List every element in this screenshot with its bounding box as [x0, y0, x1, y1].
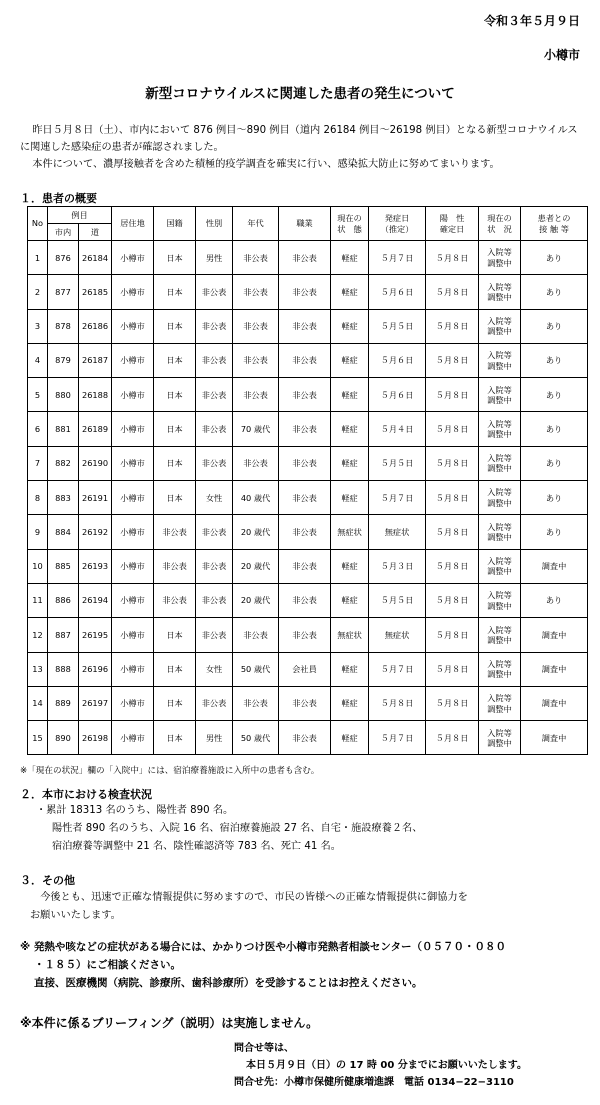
- cell-condition: 軽症: [331, 343, 369, 377]
- cell-city-case: 886: [48, 583, 79, 617]
- cell-contact: あり: [521, 583, 588, 617]
- consultation-warning: [20, 938, 590, 992]
- cell-age: 非公表: [233, 378, 279, 412]
- cell-status: [479, 618, 521, 652]
- cell-pref-case: 26189: [79, 412, 112, 446]
- cell-age: 非公表: [233, 618, 279, 652]
- header-gender: 性別: [196, 207, 233, 241]
- page-title: 新型コロナウイルスに関連した患者の発生について: [145, 86, 455, 102]
- cell-gender: 非公表: [196, 618, 233, 652]
- cell-onset: ５月６日: [369, 343, 426, 377]
- cell-nationality: 日本: [154, 618, 196, 652]
- cell-status-line1: 入院等: [487, 315, 512, 326]
- header-positive: [426, 207, 479, 241]
- cell-occupation: 非公表: [279, 515, 331, 549]
- cell-positive: ５月８日: [426, 275, 479, 309]
- cell-pref-case: 26186: [79, 309, 112, 343]
- cell-no: 5: [28, 378, 48, 412]
- cell-positive: ５月８日: [426, 378, 479, 412]
- cell-contact: あり: [521, 446, 588, 480]
- cell-status: [479, 412, 521, 446]
- cell-city-case: 889: [48, 686, 79, 720]
- cell-residence: 小樽市: [112, 652, 154, 686]
- cell-contact: あり: [521, 515, 588, 549]
- cell-occupation: 非公表: [279, 412, 331, 446]
- cell-city-case: 878: [48, 309, 79, 343]
- cell-contact: あり: [521, 343, 588, 377]
- table-row: [28, 343, 588, 377]
- cell-city-case: 877: [48, 275, 79, 309]
- cell-pref-case: 26187: [79, 343, 112, 377]
- cell-pref-case: 26192: [79, 515, 112, 549]
- cell-contact: 調査中: [521, 686, 588, 720]
- cell-age: 70 歳代: [233, 412, 279, 446]
- cell-positive: ５月８日: [426, 721, 479, 755]
- cell-pref-case: 26188: [79, 378, 112, 412]
- cell-no: 13: [28, 652, 48, 686]
- intro-paragraph-1: 昨日５月８日（土）、市内において 876 例目〜890 例目（道内 26184 例目〜26198 例目）となる新型コロナウイルスに関連した感染症の患者が確認されました。: [20, 125, 578, 153]
- cell-positive: ５月８日: [426, 618, 479, 652]
- cell-gender: 男性: [196, 241, 233, 275]
- header-contact-line2: 接 触 等: [539, 223, 569, 234]
- cell-onset: ５月５日: [369, 583, 426, 617]
- cell-status: [479, 378, 521, 412]
- cell-contact: 調査中: [521, 652, 588, 686]
- contact-info: [234, 1040, 527, 1091]
- cell-no: 1: [28, 241, 48, 275]
- cell-age: 50 歳代: [233, 721, 279, 755]
- cell-pref-case: 26196: [79, 652, 112, 686]
- cell-city-case: 885: [48, 549, 79, 583]
- table-row: [28, 515, 588, 549]
- cell-nationality: 非公表: [154, 583, 196, 617]
- cell-no: 11: [28, 583, 48, 617]
- header-contact-line1: 患者との: [537, 213, 571, 224]
- cell-status-line1: 入院等: [487, 521, 512, 532]
- other-text: [30, 889, 570, 925]
- cell-gender: 女性: [196, 481, 233, 515]
- cell-residence: 小樽市: [112, 583, 154, 617]
- header-condition: [331, 207, 369, 241]
- cell-nationality: 非公表: [154, 549, 196, 583]
- cell-status-line2: 調整中: [487, 634, 512, 645]
- cell-status-line2: 調整中: [487, 360, 512, 371]
- warning-line-3: 直接、医療機関（病院、診療所、歯科診療所）を受診することはお控えください。: [34, 977, 423, 989]
- cell-status: [479, 309, 521, 343]
- cell-status-line1: 入院等: [487, 281, 512, 292]
- section-1-heading: １．患者の概要: [20, 192, 97, 205]
- cell-occupation: 非公表: [279, 241, 331, 275]
- intro-text: [20, 122, 586, 173]
- cell-residence: 小樽市: [112, 378, 154, 412]
- warning-line-2: ・１８５）にご相談ください。: [34, 959, 181, 971]
- cell-positive: ５月８日: [426, 481, 479, 515]
- cell-age: 非公表: [233, 343, 279, 377]
- other-line-1: 今後とも、迅速で正確な情報提供に努めますので、市民の皆様への正確な情報提供に御協力を: [40, 892, 468, 903]
- cell-condition: 軽症: [331, 446, 369, 480]
- header-pref-case: 道: [79, 224, 112, 241]
- testing-line-1: ・累計 18313 名のうち、陽性者 890 名。: [36, 805, 234, 816]
- table-row: [28, 275, 588, 309]
- header-status-line1: 現在の: [487, 213, 512, 224]
- cell-status-line1: 入院等: [487, 453, 512, 464]
- cell-no: 6: [28, 412, 48, 446]
- cell-residence: 小樽市: [112, 515, 154, 549]
- table-row: [28, 378, 588, 412]
- header-nationality: 国籍: [154, 207, 196, 241]
- cell-condition: 軽症: [331, 549, 369, 583]
- contact-line-1: 問合せ等は、: [234, 1043, 294, 1054]
- cell-positive: ５月８日: [426, 515, 479, 549]
- other-line-2: お願いいたします。: [30, 910, 121, 921]
- cell-condition: 軽症: [331, 721, 369, 755]
- cell-onset: ５月６日: [369, 275, 426, 309]
- table-header: [28, 207, 588, 241]
- header-positive-line1: 陽 性: [439, 213, 465, 224]
- cell-positive: ５月８日: [426, 446, 479, 480]
- cell-status-line2: 調整中: [487, 669, 512, 680]
- cell-contact: あり: [521, 412, 588, 446]
- header-contact: [521, 207, 588, 241]
- cell-no: 12: [28, 618, 48, 652]
- cell-condition: 軽症: [331, 241, 369, 275]
- cell-city-case: 879: [48, 343, 79, 377]
- cell-age: 50 歳代: [233, 652, 279, 686]
- cell-status-line2: 調整中: [487, 394, 512, 405]
- cell-status-line1: 入院等: [487, 384, 512, 395]
- cell-gender: 非公表: [196, 309, 233, 343]
- cell-age: 非公表: [233, 309, 279, 343]
- cell-nationality: 非公表: [154, 515, 196, 549]
- cell-residence: 小樽市: [112, 721, 154, 755]
- cell-contact: あり: [521, 481, 588, 515]
- cell-contact: 調査中: [521, 618, 588, 652]
- cell-city-case: 882: [48, 446, 79, 480]
- cell-status: [479, 275, 521, 309]
- cell-onset: ５月５日: [369, 446, 426, 480]
- cell-occupation: 会社員: [279, 652, 331, 686]
- cell-gender: 男性: [196, 721, 233, 755]
- cell-residence: 小樽市: [112, 275, 154, 309]
- cell-status-line2: 調整中: [487, 291, 512, 302]
- table-row: [28, 241, 588, 275]
- table-row: [28, 652, 588, 686]
- cell-age: 非公表: [233, 686, 279, 720]
- cell-positive: ５月８日: [426, 652, 479, 686]
- cell-occupation: 非公表: [279, 583, 331, 617]
- cell-city-case: 881: [48, 412, 79, 446]
- cell-condition: 無症状: [331, 515, 369, 549]
- cell-onset: 無症状: [369, 618, 426, 652]
- cell-contact: 調査中: [521, 721, 588, 755]
- cell-condition: 軽症: [331, 652, 369, 686]
- cell-occupation: 非公表: [279, 378, 331, 412]
- cell-status-line2: 調整中: [487, 532, 512, 543]
- cell-onset: ５月７日: [369, 721, 426, 755]
- cell-positive: ５月８日: [426, 343, 479, 377]
- cell-no: 3: [28, 309, 48, 343]
- cell-condition: 軽症: [331, 412, 369, 446]
- header-positive-line2: 確定日: [439, 223, 465, 234]
- cell-positive: ５月８日: [426, 309, 479, 343]
- cell-contact: 調査中: [521, 549, 588, 583]
- header-status-line2: 状 況: [487, 223, 512, 234]
- cell-pref-case: 26194: [79, 583, 112, 617]
- cell-condition: 無症状: [331, 618, 369, 652]
- cell-gender: 非公表: [196, 378, 233, 412]
- cell-status-line1: 入院等: [487, 350, 512, 361]
- table-row: [28, 583, 588, 617]
- cell-status: [479, 515, 521, 549]
- cell-pref-case: 26184: [79, 241, 112, 275]
- cell-status-line1: 入院等: [487, 590, 512, 601]
- cell-status: [479, 721, 521, 755]
- cell-age: 非公表: [233, 446, 279, 480]
- table-row: [28, 481, 588, 515]
- table-row: [28, 618, 588, 652]
- testing-line-2: 陽性者 890 名のうち、入院 16 名、宿泊療養施設 27 名、自宅・施設療養２名、: [52, 823, 423, 834]
- warning-line-1: ※ 発熱や咳などの症状がある場合には、かかりつけ医や小樽市発熱者相談センター（０５７０・０８０: [20, 941, 506, 953]
- section-2-heading: ２．本市における検査状況: [20, 788, 152, 801]
- cell-age: 20 歳代: [233, 583, 279, 617]
- cell-status: [479, 241, 521, 275]
- cell-city-case: 884: [48, 515, 79, 549]
- cell-pref-case: 26191: [79, 481, 112, 515]
- issue-date: 令和３年５月９日: [483, 14, 580, 28]
- cell-nationality: 日本: [154, 652, 196, 686]
- table-row: [28, 446, 588, 480]
- cell-age: 非公表: [233, 275, 279, 309]
- intro-paragraph-2: 本件について、濃厚接触者を含めた積極的疫学調査を確実に行い、感染拡大防止に努めてまいります。: [32, 159, 500, 170]
- cell-residence: 小樽市: [112, 446, 154, 480]
- header-onset: [369, 207, 426, 241]
- header-no: No: [28, 207, 48, 241]
- cell-nationality: 日本: [154, 686, 196, 720]
- cell-gender: 非公表: [196, 515, 233, 549]
- header-age: 年代: [233, 207, 279, 241]
- cell-onset: ５月３日: [369, 549, 426, 583]
- cell-gender: 女性: [196, 652, 233, 686]
- cell-occupation: 非公表: [279, 446, 331, 480]
- cell-gender: 非公表: [196, 686, 233, 720]
- cell-no: 10: [28, 549, 48, 583]
- cell-condition: 軽症: [331, 686, 369, 720]
- cell-pref-case: 26197: [79, 686, 112, 720]
- cell-status: [479, 446, 521, 480]
- table-row: [28, 549, 588, 583]
- cell-positive: ５月８日: [426, 686, 479, 720]
- cell-onset: ５月７日: [369, 241, 426, 275]
- cell-residence: 小樽市: [112, 412, 154, 446]
- cell-contact: あり: [521, 309, 588, 343]
- cell-city-case: 890: [48, 721, 79, 755]
- cell-occupation: 非公表: [279, 309, 331, 343]
- table-row: [28, 309, 588, 343]
- cell-status: [479, 652, 521, 686]
- cell-city-case: 883: [48, 481, 79, 515]
- cell-occupation: 非公表: [279, 343, 331, 377]
- cell-residence: 小樽市: [112, 618, 154, 652]
- table-note: ※「現在の状況」欄の「入院中」には、宿泊療養施設に入所中の患者も含む。: [20, 766, 320, 776]
- cell-nationality: 日本: [154, 446, 196, 480]
- cell-condition: 軽症: [331, 275, 369, 309]
- cell-status-line2: 調整中: [487, 737, 512, 748]
- cell-status-line1: 入院等: [487, 658, 512, 669]
- cell-positive: ５月８日: [426, 241, 479, 275]
- cell-age: 非公表: [233, 241, 279, 275]
- header-status: [479, 207, 521, 241]
- cell-pref-case: 26190: [79, 446, 112, 480]
- table-row: [28, 412, 588, 446]
- cell-pref-case: 26185: [79, 275, 112, 309]
- cell-positive: ５月８日: [426, 549, 479, 583]
- cell-onset: ５月６日: [369, 378, 426, 412]
- cell-no: 7: [28, 446, 48, 480]
- header-case: 例目: [48, 207, 112, 224]
- cell-onset: ５月４日: [369, 412, 426, 446]
- cell-nationality: 日本: [154, 412, 196, 446]
- cell-nationality: 日本: [154, 378, 196, 412]
- cell-residence: 小樽市: [112, 549, 154, 583]
- cell-positive: ５月８日: [426, 412, 479, 446]
- cell-status-line1: 入院等: [487, 247, 512, 258]
- cell-gender: 非公表: [196, 446, 233, 480]
- cell-residence: 小樽市: [112, 309, 154, 343]
- header-condition-line2: 状 態: [337, 223, 362, 234]
- cell-status: [479, 686, 521, 720]
- cell-no: 14: [28, 686, 48, 720]
- cell-nationality: 日本: [154, 481, 196, 515]
- cell-no: 9: [28, 515, 48, 549]
- cell-nationality: 日本: [154, 241, 196, 275]
- cell-residence: 小樽市: [112, 241, 154, 275]
- cell-gender: 非公表: [196, 583, 233, 617]
- header-onset-line1: 発症日: [384, 213, 410, 224]
- cell-pref-case: 26193: [79, 549, 112, 583]
- cell-gender: 非公表: [196, 412, 233, 446]
- table-row: [28, 721, 588, 755]
- briefing-notice: ※本件に係るブリーフィング（説明）は実施しません。: [20, 1016, 319, 1030]
- cell-city-case: 887: [48, 618, 79, 652]
- cell-condition: 軽症: [331, 583, 369, 617]
- cell-status: [479, 481, 521, 515]
- header-condition-line1: 現在の: [337, 213, 362, 224]
- cell-status-line1: 入院等: [487, 727, 512, 738]
- cell-contact: あり: [521, 275, 588, 309]
- header-residence: 居住地: [112, 207, 154, 241]
- cell-status-line1: 入院等: [487, 556, 512, 567]
- cell-no: 4: [28, 343, 48, 377]
- cell-city-case: 880: [48, 378, 79, 412]
- cell-gender: 非公表: [196, 549, 233, 583]
- cell-onset: ５月５日: [369, 309, 426, 343]
- cell-condition: 軽症: [331, 481, 369, 515]
- cell-no: 8: [28, 481, 48, 515]
- cell-occupation: 非公表: [279, 481, 331, 515]
- cell-occupation: 非公表: [279, 275, 331, 309]
- table-row: [28, 686, 588, 720]
- cell-nationality: 日本: [154, 309, 196, 343]
- cell-status-line2: 調整中: [487, 497, 512, 508]
- cell-status-line2: 調整中: [487, 703, 512, 714]
- cell-contact: あり: [521, 241, 588, 275]
- cell-residence: 小樽市: [112, 481, 154, 515]
- cell-status-line2: 調整中: [487, 463, 512, 474]
- cell-status-line2: 調整中: [487, 600, 512, 611]
- cell-status-line2: 調整中: [487, 429, 512, 440]
- cell-occupation: 非公表: [279, 549, 331, 583]
- cell-no: 15: [28, 721, 48, 755]
- cell-positive: ５月８日: [426, 583, 479, 617]
- cell-no: 2: [28, 275, 48, 309]
- cell-nationality: 日本: [154, 275, 196, 309]
- cell-status-line1: 入院等: [487, 693, 512, 704]
- header-occupation: 職業: [279, 207, 331, 241]
- cell-status-line1: 入院等: [487, 418, 512, 429]
- testing-status: [36, 802, 422, 856]
- cell-occupation: 非公表: [279, 721, 331, 755]
- cell-age: 20 歳代: [233, 515, 279, 549]
- cell-status: [479, 343, 521, 377]
- cell-gender: 非公表: [196, 275, 233, 309]
- header-onset-line2: （推定）: [380, 223, 414, 234]
- header-city-case: 市内: [48, 224, 79, 241]
- cell-onset: ５月７日: [369, 481, 426, 515]
- cell-status-line2: 調整中: [487, 257, 512, 268]
- cell-nationality: 日本: [154, 343, 196, 377]
- cell-pref-case: 26195: [79, 618, 112, 652]
- cell-onset: ５月７日: [369, 652, 426, 686]
- cell-occupation: 非公表: [279, 618, 331, 652]
- cell-status-line2: 調整中: [487, 326, 512, 337]
- section-3-heading: ３．その他: [20, 874, 75, 887]
- table-body: [28, 241, 588, 755]
- cell-status: [479, 549, 521, 583]
- testing-line-3: 宿泊療養等調整中 21 名、陰性確認済等 783 名、死亡 41 名。: [52, 841, 341, 852]
- issuing-city: 小樽市: [543, 48, 580, 62]
- cell-pref-case: 26198: [79, 721, 112, 755]
- cell-onset: ５月８日: [369, 686, 426, 720]
- cell-city-case: 888: [48, 652, 79, 686]
- cell-status-line1: 入院等: [487, 624, 512, 635]
- cell-contact: あり: [521, 378, 588, 412]
- cell-status-line1: 入院等: [487, 487, 512, 498]
- cell-status: [479, 583, 521, 617]
- contact-deadline: 本日５月９日（日）の 17 時 00 分までにお願いいたします。: [246, 1060, 527, 1071]
- cell-age: 20 歳代: [233, 549, 279, 583]
- cell-residence: 小樽市: [112, 343, 154, 377]
- cell-onset: 無症状: [369, 515, 426, 549]
- patient-table: [27, 206, 588, 755]
- cell-city-case: 876: [48, 241, 79, 275]
- cell-occupation: 非公表: [279, 686, 331, 720]
- cell-status-line2: 調整中: [487, 566, 512, 577]
- contact-phone: 問合せ先：小樽市保健所健康増進課 電話 0134−22−3110: [234, 1077, 514, 1088]
- cell-condition: 軽症: [331, 309, 369, 343]
- cell-condition: 軽症: [331, 378, 369, 412]
- cell-age: 40 歳代: [233, 481, 279, 515]
- cell-nationality: 日本: [154, 721, 196, 755]
- cell-residence: 小樽市: [112, 686, 154, 720]
- cell-gender: 非公表: [196, 343, 233, 377]
